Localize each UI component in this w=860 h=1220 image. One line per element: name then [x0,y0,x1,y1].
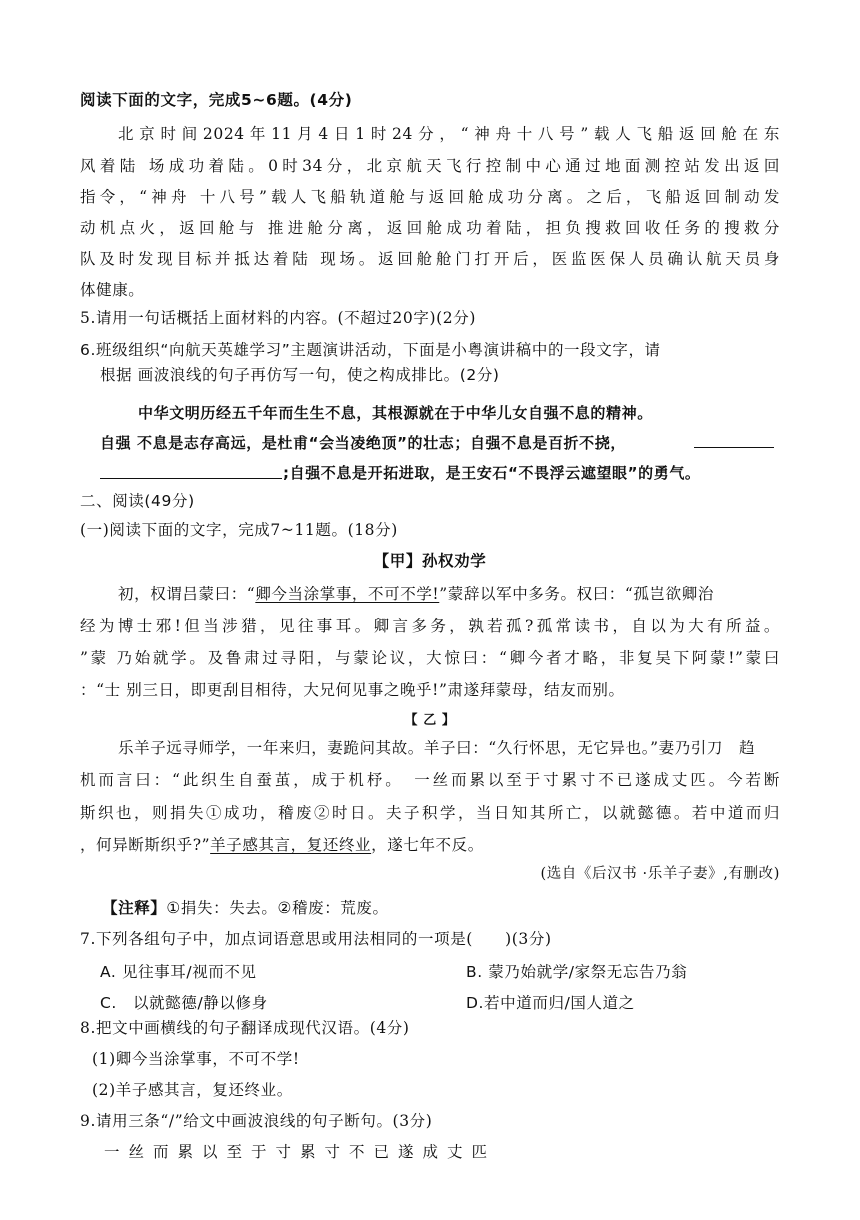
passage-line-2: 风着陆 场成功着陆。0时34分，北京航天飞行控制中心通过地面测控站发出返回 [80,157,780,175]
question-8-item-2: (2)羊子感其言，复还终业。 [92,1081,293,1099]
passage-a-line-1-suffix: ”蒙辞以军中多务。权曰：“孤岂欲卿治 [439,585,714,603]
passage-a-line-2: 经为博士邪!但当涉猎，见往事耳。卿言多务，孰若孤?孤常读书，自以为大有所益。 [80,617,780,635]
question-7-option-b: B. 蒙乃始就学/家祭无忘告乃翁 [466,963,688,981]
question-8-item-1: (1)卿今当涂掌事，不可不学! [92,1050,300,1068]
question-5: 5.请用一句话概括上面材料的内容。(不超过20字)(2分) [80,309,476,327]
passage-a-title: 【甲】孙权劝学 [373,552,487,570]
passage-line-3: 指令，“神舟 十八号”载人飞船轨道舱与返回舱成功分离。之后，飞船返回制动发 [80,188,780,206]
section-2-subheading: (一)阅读下面的文字，完成7~11题。(18分) [80,521,398,539]
answer-blank-1[interactable] [694,431,774,448]
passage-b-line-4-suffix: ，遂七年不反。 [371,836,484,854]
question-7-option-d: D.若中道而归/国人道之 [466,994,635,1012]
passage-b-line-4 [80,835,780,855]
passage-line-6: 体健康。 [80,281,145,299]
passage-b-line-3: 斯织也，则捐失①成功，稽废②时日。夫子积学，当日知其所亡，以就懿德。若中道而归 [80,804,780,822]
passage-line-4: 动机点火，返回舱与 推进舱分离，返回舱成功着陆，担负搜救回收任务的搜救分 [80,219,780,237]
notes-label: 【注释】 [102,899,167,917]
passage-b-source: (选自《后汉书 ·乐羊子妻》,有删改) [540,866,780,882]
question-6-line-1: 6.班级组织“向航天英雄学习”主题演讲活动，下面是小粤演讲稿中的一段文字，请 [80,341,661,359]
question-9-stem: 9.请用三条“/”给文中画波浪线的句子断句。(3分) [80,1112,433,1130]
question-7-stem: 7.下列各组句子中，加点词语意思或用法相同的一项是( )(3分) [80,930,552,948]
passage-b-line-1: 乐羊子远寻师学，一年来归，妻跪问其故。羊子曰：“久行怀思，无它异也。”妻乃引刀 趋 [118,739,756,757]
passage-a-line-3: ”蒙 乃始就学。及鲁肃过寻阳，与蒙论议，大惊曰：“卿今者才略，非复吴下阿蒙!”蒙曰 [80,649,780,667]
section-2-heading: 二、阅读(49分) [80,492,195,510]
passage-line-1: 北京时间2024年11月4日1时24分，“神舟十八号”载人飞船返回舱在东 [118,125,780,143]
reading-heading: 阅读下面的文字，完成5~6题。(4分) [80,91,353,109]
passage-b-title: 【 乙 】 [404,713,456,728]
passage-b-line-2: 机而言曰：“此织生自蚕茧，成于机杼。 一丝而累以至于寸累寸不已遂成丈匹。今若断 [80,771,780,789]
notes [102,898,802,918]
question-7-option-a: A. 见往事耳/视而不见 [100,963,257,981]
underlined-sentence-2: 羊子感其言，复还终业 [210,836,372,854]
answer-blank-2[interactable] [100,462,282,479]
passage-b-line-4-prefix: ，何异断斯织乎?” [80,836,211,854]
passage-a-line-1-prefix: 初，权谓吕蒙曰：“ [118,585,256,603]
passage-line-5: 队及时发现目标并抵达着陆 现场。返回舱舱门打开后，医监医保人员确认航天员身 [80,250,780,268]
notes-text: ①捐失：失去。②稽废：荒废。 [166,899,389,917]
underlined-sentence-1: 卿今当涂掌事，不可不学! [255,585,440,603]
question-8-stem: 8.把文中画横线的句子翻译成现代汉语。(4分) [80,1019,410,1037]
question-6-line-2: 根据 画波浪线的句子再仿写一句，使之构成排比。(2分) [100,366,500,384]
speech-line-3: ;自强不息是开拓进取，是王安石“不畏浮云遮望眼”的勇气。 [283,464,701,482]
speech-line-1: 中华文明历经五千年而生生不息，其根源就在于中华儿女自强不息的精神。 [138,404,653,422]
passage-a-line-4: ：“士 别三日，即更刮目相待，大兄何见事之晚乎!”肃遂拜蒙母，结友而别。 [80,681,625,699]
speech-line-2: 自强 不息是志存高远，是杜甫“会当凌绝顶”的壮志；自强不息是百折不挠， [100,434,626,452]
passage-a-line-1 [118,584,818,604]
question-7-option-c: C. 以就懿德/静以修身 [100,994,268,1012]
question-9-sentence: 一丝而累以至于寸累寸不已遂成丈匹 [104,1143,497,1161]
